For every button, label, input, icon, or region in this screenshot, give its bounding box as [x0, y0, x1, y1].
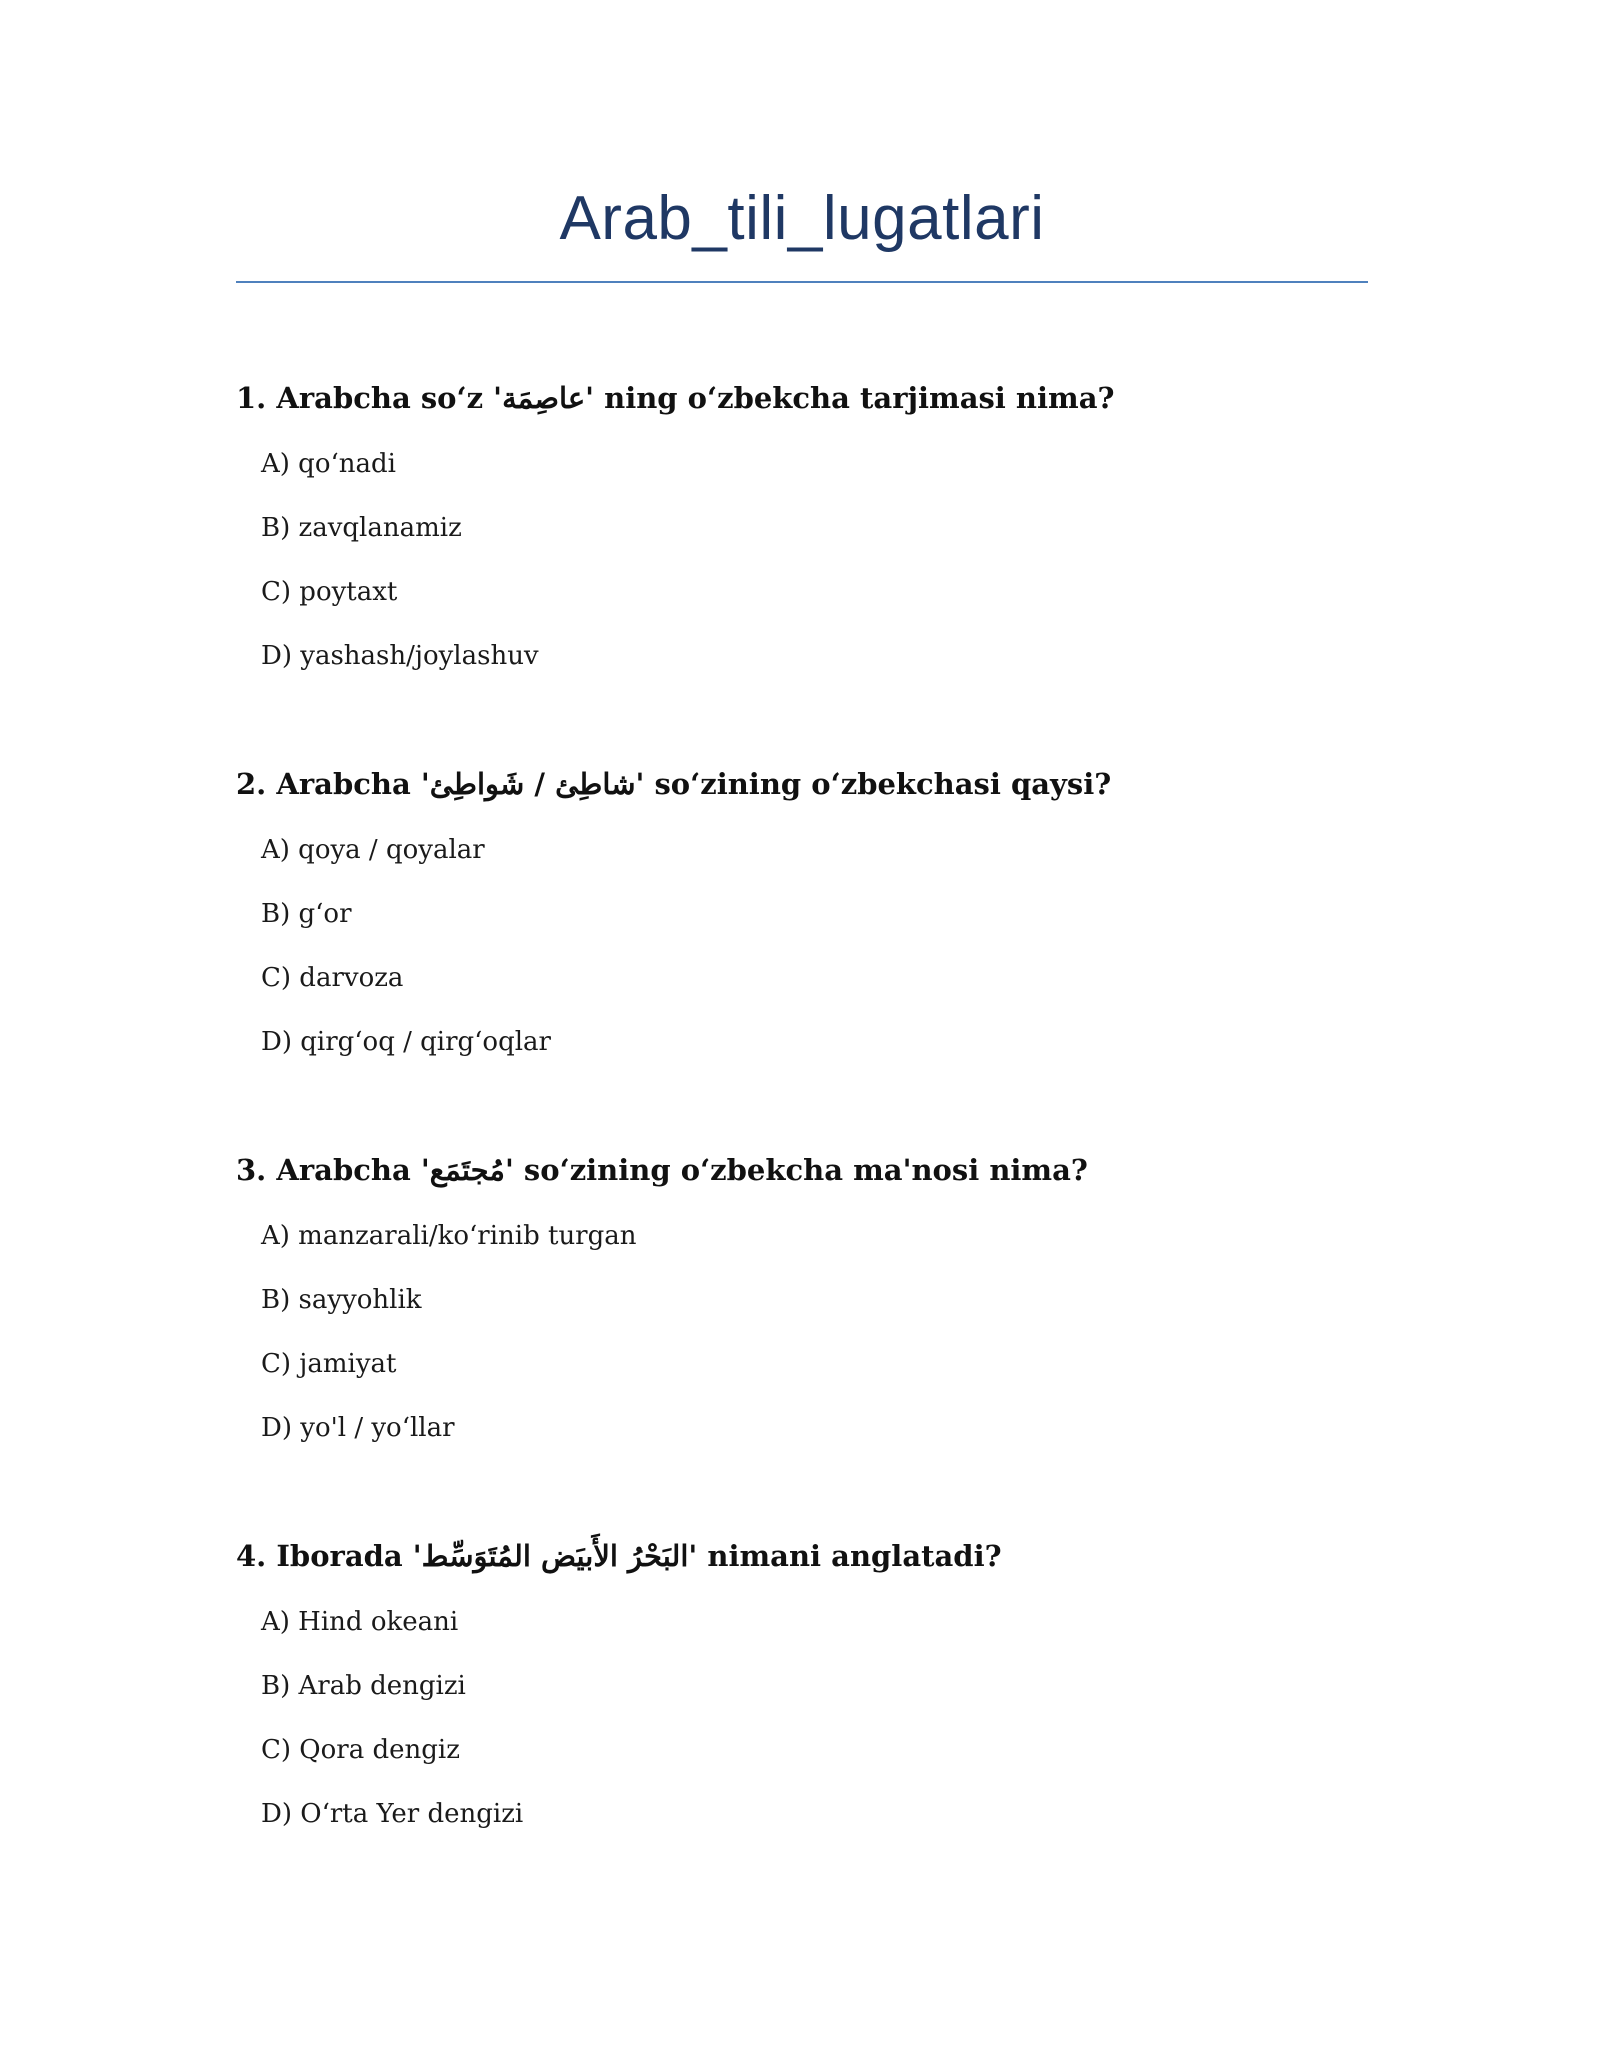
question-2-text — [236, 766, 1368, 802]
option-b: B) Arab dengizi — [261, 1671, 466, 1701]
option-c: C) poytaxt — [261, 577, 398, 607]
option-b: B) zavqlanamiz — [261, 513, 462, 543]
question-4-options — [236, 1604, 1368, 1832]
arabic-word: عاصِمَة — [502, 381, 586, 415]
option-d: D) yashash/joylashuv — [261, 641, 539, 671]
question-1-options — [236, 446, 1368, 674]
option-a: A) qoya / qoyalar — [261, 835, 485, 865]
question-3-options — [236, 1218, 1368, 1446]
question-1 — [236, 380, 1368, 674]
option-c: C) darvoza — [261, 963, 404, 993]
option-a: A) qo‘nadi — [261, 449, 396, 479]
option-d: D) qirg‘oq / qirg‘oqlar — [261, 1027, 551, 1057]
arabic-word: شاطِئ / شَواطِئ — [429, 767, 636, 801]
option-d: D) yo'l / yo‘llar — [261, 1413, 455, 1443]
question-2 — [236, 766, 1368, 1060]
question-prefix: 4. Iborada ' — [236, 1539, 422, 1573]
option-a: A) manzarali/ko‘rinib turgan — [261, 1221, 637, 1251]
question-prefix: 1. Arabcha so‘z ' — [236, 381, 503, 415]
question-suffix: ' nimani anglatadi? — [688, 1539, 1002, 1573]
option-b: B) g‘or — [261, 899, 352, 929]
question-3 — [236, 1152, 1368, 1446]
title-underline — [236, 281, 1368, 283]
question-prefix: 2. Arabcha ' — [236, 767, 430, 801]
option-c: C) Qora dengiz — [261, 1735, 460, 1765]
question-2-options — [236, 832, 1368, 1060]
option-c: C) jamiyat — [261, 1349, 397, 1379]
question-1-text — [236, 380, 1368, 416]
option-d: D) O‘rta Yer dengizi — [261, 1799, 524, 1829]
document-title: Arab_tili_lugatlari — [559, 184, 1045, 253]
arabic-word: مُجتَمَع — [429, 1153, 505, 1187]
question-suffix: ' so‘zining o‘zbekchasi qaysi? — [635, 767, 1112, 801]
question-4 — [236, 1538, 1368, 1832]
option-a: A) Hind okeani — [261, 1607, 459, 1637]
question-suffix: ' so‘zining o‘zbekcha ma'nosi nima? — [504, 1153, 1088, 1187]
option-b: B) sayyohlik — [261, 1285, 422, 1315]
question-prefix: 3. Arabcha ' — [236, 1153, 430, 1187]
question-4-text — [236, 1538, 1368, 1574]
question-3-text — [236, 1152, 1368, 1188]
question-suffix: ' ning o‘zbekcha tarjimasi nima? — [585, 381, 1115, 415]
arabic-phrase: البَحْرُ الأَبيَض المُتَوَسِّط — [421, 1539, 689, 1573]
